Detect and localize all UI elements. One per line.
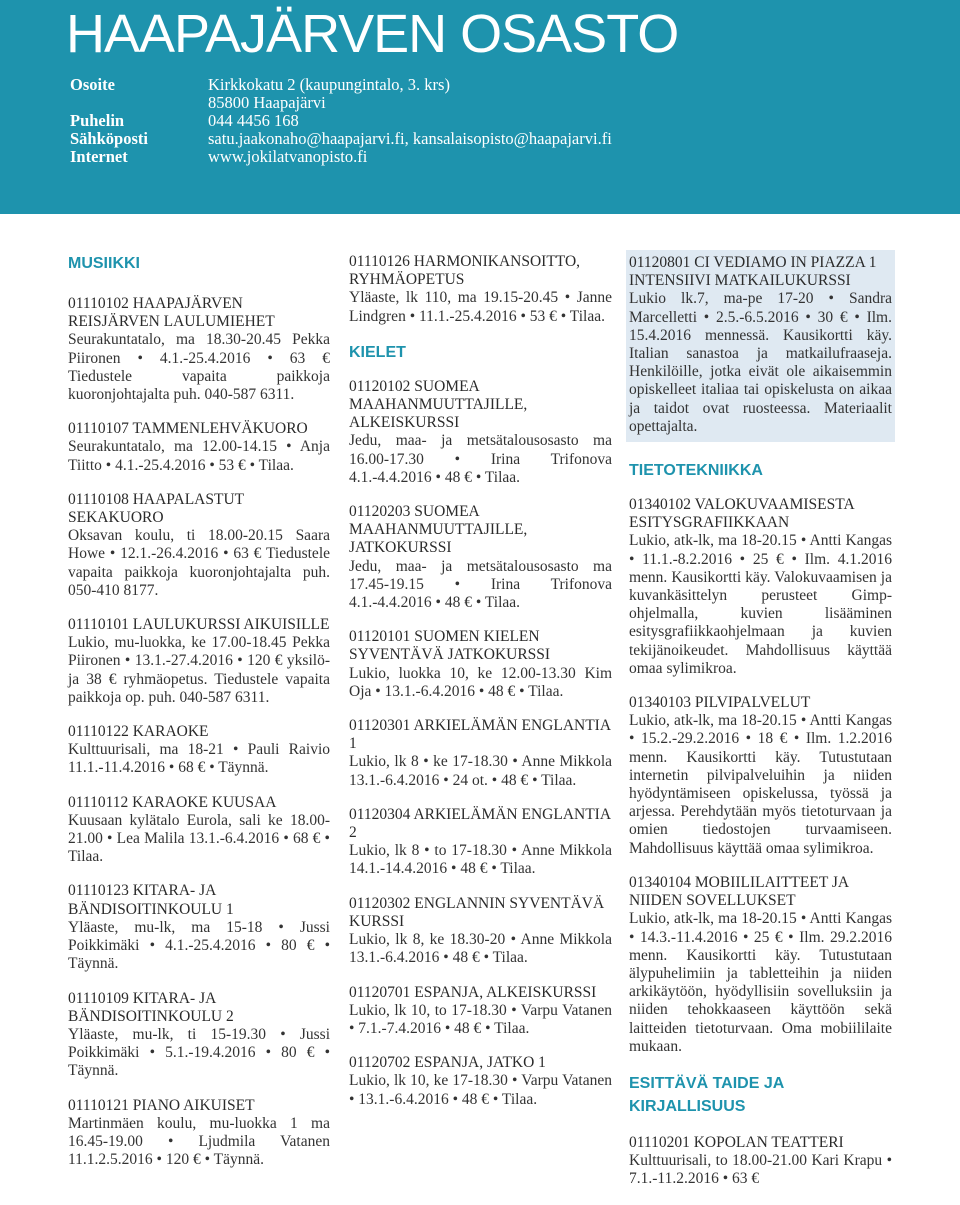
course-body: Kulttuurisali, to 18.00-21.00 Kari Krapu • 7.1.-11.2.2016 • 63 € [629,1152,892,1188]
course [68,295,330,404]
highlighted-course [626,250,895,442]
section-title-it: TIETOTEKNIIKKA [629,462,763,480]
contact-value: 044 4456 168 [208,111,299,130]
course-body: Lukio, lk 8 • ke 17-18.30 • Anne Mikkola 13.1.-6.4.2016 • 24 ot. • 48 € • Tilaa. [349,753,612,789]
course-body: Lukio, mu-luokka, ke 17.00-18.45 Pekka Piironen • 13.1.-27.4.2016 • 120 € yksilö- ja 38 € ryhmäopetus. Tiedustele vapaita paikkoja op. puh. 040-587 6311. [68,634,330,706]
course-title: 01120701 ESPANJA, ALKEISKURSSI [349,983,597,1001]
course [629,1134,892,1189]
course-body: Yläaste, mu-lk, ti 15-19.30 • Jussi Poikkimäki • 5.1.-19.4.2016 • 80 € • Täynnä. [68,1025,330,1080]
course [629,694,892,858]
section-title-arts: ESITTÄVÄ TAIDE JA KIRJALLISUUS [629,1074,784,1115]
course-body: Lukio, atk-lk, ma 18-20.15 • Antti Kangas • 15.2.-29.2.2016 • 18 € • Ilm. 1.2.2016 menn. Kausikortti käy. Tutustutaan internetin pilvipalveluihin ja niiden hyödyntämiseen opiskelussa, työssä ja arjessa. Perehdytään myös tietoturvaan ja omien tiedostojen turvaamiseen. Mahdollisuus käyttää omaa sylimikroa. [629,712,892,857]
course-title: 01340104 MOBIILILAITTEET JA NIIDEN SOVELLUKSET [629,873,849,910]
course-body: Jedu, maa- ja metsätalousosasto ma 16.00-17.30 • Irina Trifonova 4.1.-4.4.2016 • 48 € • Tilaa. [349,432,612,486]
course-title: 01120101 SUOMEN KIELEN SYVENTÄVÄ JATKOKURSSI [349,628,551,664]
course-title: 01120203 SUOMEA MAAHANMUUTTAJILLE, JATKOKURSSI [349,503,528,557]
column-languages [349,253,612,1125]
contact-label: Puhelin [70,111,125,130]
course-title: 01110121 PIANO AIKUISET [68,1096,255,1114]
course-body: Kuusaan kylätalo Eurola, sali ke 18.00-21.00 • Lea Malila 13.1.-6.4.2016 • 68 € • Tilaa. [68,811,330,866]
course-body: Lukio, lk 10, ke 17-18.30 • Varpu Vatanen • 13.1.-6.4.2016 • 48 € • Tilaa. [349,1072,612,1108]
course [629,496,892,678]
course [349,717,612,790]
contact-label: Internet [70,147,128,166]
course [349,253,612,326]
course-body: Lukio, lk 8, ke 18.30-20 • Anne Mikkola 13.1.-6.4.2016 • 48 € • Tilaa. [349,931,612,967]
course [349,1054,612,1109]
course-body: Lukio, lk 8 • to 17-18.30 • Anne Mikkola 14.1.-14.4.2016 • 48 € • Tilaa. [349,842,612,878]
course-title: 01120301 ARKIELÄMÄN ENGLANTIA 1 [349,717,611,753]
course-title: 01120702 ESPANJA, JATKO 1 [349,1054,546,1072]
course-body: Kulttuurisali, ma 18-21 • Pauli Raivio 11.1.-11.4.2016 • 68 € • Täynnä. [68,741,330,777]
course-title: 01110107 TAMMENLEHVÄKUORO [68,420,308,438]
section-title-music: MUSIIKKI [68,255,140,272]
course [68,794,330,867]
course-title: 01120304 ARKIELÄMÄN ENGLANTIA 2 [349,805,611,842]
course-body: Martinmäen koulu, mu-luokka 1 ma 16.45-19.00 • Ljudmila Vatanen 11.1.2.5.2016 • 120 € • Täynnä. [68,1114,330,1169]
section-title-languages: KIELET [349,343,406,361]
course [629,874,892,1056]
course [349,806,612,879]
course-title: 01110201 KOPOLAN TEATTERI [629,1133,844,1151]
course [68,1097,330,1170]
course [349,628,612,701]
course-title: 01110109 KITARA- JA BÄNDISOITINKOULU 2 [68,989,234,1025]
course [349,984,612,1039]
course-title: 01110126 HARMONIKANSOITTO, RYHMÄOPETUS [349,253,581,289]
contact-value: Kirkkokatu 2 (kaupungintalo, 3. krs) [208,75,450,94]
course-title: 01120302 ENGLANNIN SYVENTÄVÄ KURSSI [349,894,605,930]
course-title: 01120102 SUOMEA MAAHANMUUTTAJILLE, ALKEISKURSSI [349,377,528,432]
course [349,895,612,968]
course [349,503,612,612]
course-title: 01110123 KITARA- JA BÄNDISOITINKOULU 1 [68,882,234,918]
course-body: Lukio, luokka 10, ke 12.00-13.30 Kim Oja • 13.1.-6.4.2016 • 48 € • Tilaa. [349,664,612,700]
contact-label: Sähköposti [70,129,148,148]
course [68,491,330,600]
course-body: Yläaste, mu-lk, ma 15-18 • Jussi Poikkimäki • 4.1.-25.4.2016 • 80 € • Täynnä. [68,918,330,973]
course-title: 01110102 HAAPAJÄRVEN REISJÄRVEN LAULUMIEHET [68,295,275,331]
course-title: 01110112 KARAOKE KUUSAA [68,793,277,811]
course-title: 01120801 CI VEDIAMO IN PIAZZA 1 INTENSIIVI MATKAILUKURSSI [629,254,877,290]
course [68,616,330,707]
course [68,723,330,778]
course-body: Lukio lk.7, ma-pe 17-20 • Sandra Marcelletti • 2.5.-6.5.2016 • 30 € • Ilm. 15.4.2016 mennessä. Kausikortti käy. Italian sanastoa ja matkailufraaseja. Henkilöille, jotka eivät ole aikaisemmin opiskelleet italiaa tai opiskelusta on aikaa ja taidot ovat ruosteessa. Materiaalit opettajalta. [629,290,892,435]
course-body: Lukio, atk-lk, ma 18-20.15 • Antti Kangas • 11.1.-8.2.2016 • 25 € • Ilm. 4.1.2016 menn. Kausikortti käy. Valokuvaamisen ja kuvankäsittelyn perusteet Gimp-ohjelmalla, kuvien lisääminen esitysgrafiikkaohjelmaan ja kuvien tekijänoikeudet. Mahdollisuus käyttää omaa sylimikroa. [629,532,892,677]
course-body: Lukio, atk-lk, ma 18-20.15 • Antti Kangas • 14.3.-11.4.2016 • 25 € • Ilm. 29.2.2016 menn. Kausikortti käy. Tutustutaan älypuhelimiin ja tabletteihin ja niiden arkikäytöön, hyödyllisiin sovelluksiin ja niiden tehokkaaseen käyttöön sekä laitteiden tietoturvaan. Oma mobiililaite mukaan. [629,910,892,1055]
course-title: 01340102 VALOKUVAAMISESTA ESITYSGRAFIIKKAAN [629,496,854,532]
contact-label: Osoite [70,75,115,94]
contact-website-link[interactable]: www.jokilatvanopisto.fi [208,147,368,166]
column-music [68,253,330,1185]
course-title: 01110108 HAAPALASTUT SEKAKUORO [68,490,244,527]
column-it-arts [629,253,892,1205]
contact-email-link[interactable]: satu.jaakonaho@haapajarvi.fi, kansalaisopisto@haapajarvi.fi [208,129,612,148]
course-body: Yläaste, lk 110, ma 19.15-20.45 • Janne Lindgren • 11.1.-25.4.2016 • 53 € • Tilaa. [349,289,612,325]
course [68,990,330,1081]
course-body: Lukio, lk 10, to 17-18.30 • Varpu Vatanen • 7.1.-7.4.2016 • 48 € • Tilaa. [349,1001,612,1037]
course-body: Seurakuntatalo, ma 18.30-20.45 Pekka Piironen • 4.1.-25.4.2016 • 63 € Tiedustele vapaita paikkoja kuoronjohtajalta puh. 040-587 6311. [68,331,330,404]
course-title: 01340103 PILVIPALVELUT [629,694,811,712]
course-title: 01110101 LAULUKURSSI AIKUISILLE [68,616,330,634]
contact-value: 85800 Haapajärvi [208,93,326,112]
course-title: 01110122 KARAOKE [68,723,209,741]
course-body: Oksavan koulu, ti 18.00-20.15 Saara Howe • 12.1.-26.4.2016 • 63 € Tiedustele vapaita paikkoja kuoronjohtajalta puh. 050-410 8177. [68,527,330,599]
course-body: Jedu, maa- ja metsätalousosasto ma 17.45-19.15 • Irina Trifonova 4.1.-4.4.2016 • 48 € • Tilaa. [349,557,612,612]
header-banner [0,0,960,214]
course [68,420,330,475]
course [68,882,330,973]
course-body: Seurakuntatalo, ma 12.00-14.15 • Anja Tiitto • 4.1.-25.4.2016 • 53 € • Tilaa. [68,438,330,474]
page-title: HAAPAJÄRVEN OSASTO [66,4,679,64]
course [349,378,612,487]
